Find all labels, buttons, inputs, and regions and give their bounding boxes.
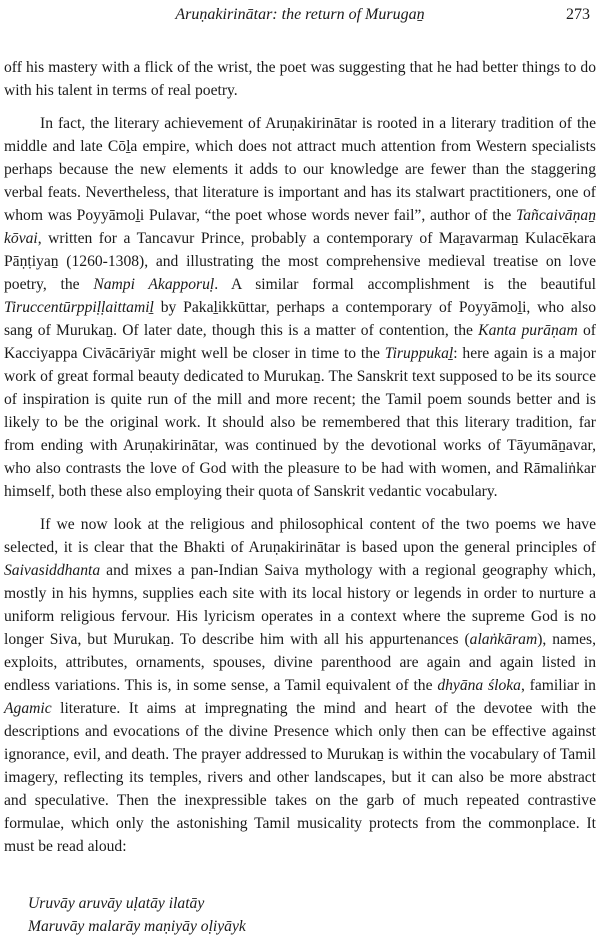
work-title: Tiruppukaḻ bbox=[384, 345, 454, 362]
text-run: , familiar in bbox=[520, 677, 596, 694]
verse-line: Maruvāy malarāy maṇiyāy oḷiyāyk bbox=[28, 918, 246, 935]
text-run: off his mastery with a flick of the wrist, the poet was suggesting that he had better things to do with his talent in terms of real poetry. bbox=[4, 59, 596, 99]
italic-term: Agamic bbox=[4, 700, 52, 717]
work-title: Kanta purāṇam bbox=[478, 322, 578, 339]
running-head: Aruṇakirinātar: the return of Murugaṉ bbox=[175, 6, 425, 23]
work-title: Tiruccentūrppiḷḷaittamiḻ bbox=[4, 299, 154, 316]
page-header bbox=[0, 4, 600, 34]
verse-block bbox=[28, 892, 588, 938]
text-run: , written for a Tancavur Prince, probably a contemporary of Maṟavarmaṉ Kulacēkara Pāṇṭiyaṉ (1260-1308), and illustrating the most comprehensive medieval treatise on love poetry, the bbox=[4, 230, 596, 293]
italic-term: Saivasiddhanta bbox=[4, 562, 101, 579]
text-run: If we now look at the religious and philosophical content of the two poems we have selected, it is clear that the Bhakti of Aruṇakirinātar is based upon the general principles of bbox=[4, 516, 596, 556]
paragraph-3 bbox=[4, 513, 596, 858]
text-run: ), names, exploits, attributes, ornaments, spouses, divine parenthood are again and again listed in endless variations. This is, in some sense, a Tamil equivalent of the bbox=[4, 631, 596, 694]
text-run: literature. It aims at impregnating the mind and heart of the devotee with the descriptions and evocations of the divine Presence which only then can be effective against ignorance, evil, and death. The prayer addressed to Murukaṉ is within the vocabulary of Tamil imagery, reflecting its temples, rivers and other landscapes, but it can also be more abstract and speculative. Then the inexpressible takes on the garb of much repeated contrastive formulae, which only the astonishing Tamil musicality protects from the commonplace. It must be read aloud: bbox=[4, 700, 596, 855]
work-title: Nampi Akapporuḷ bbox=[93, 276, 215, 293]
italic-term: alaṅkāram bbox=[469, 631, 538, 648]
text-run: of Kacciyappa Civācāriyār might well be closer in time to the bbox=[4, 322, 596, 362]
text-run: . A similar formal accomplishment is the beautiful bbox=[214, 276, 596, 293]
text-run: by Pakaḻikkūttar, perhaps a contemporary of Poyyāmoḻi, who also sang of Murukaṉ. Of later date, though this is a matter of contention, the bbox=[4, 299, 596, 339]
body-text bbox=[4, 56, 596, 858]
paragraph-1 bbox=[4, 56, 596, 102]
italic-term: dhyāna śloka bbox=[437, 677, 521, 694]
verse-line: Uruvāy aruvāy uḷatāy ilatāy bbox=[28, 895, 205, 912]
page-number: 273 bbox=[566, 6, 590, 23]
paragraph-2 bbox=[4, 112, 596, 503]
text-run: In fact, the literary achievement of Aruṇakirinātar is rooted in a literary tradition of the middle and late Cōḻa empire, which does not attract much attention from Western specialists perhaps because the new elements it adds to our knowledge are fewer than the staggering verbal feats. Nevertheless, that literature is important and has its stalwart practitioners, one of whom was Poyyāmoḻi Pulavar, “the poet whose words never fail”, author of the bbox=[4, 115, 596, 224]
text-run: and mixes a pan-Indian Saiva mythology with a regional geography which, mostly in his hymns, supplies each site with its local history or legends in order to nurture a uniform religious fervour. His lyricism operates in a context where the supreme God is no longer Siva, but Murukaṉ. To describe him with all his appurtenances ( bbox=[4, 562, 596, 648]
text-run: : here again is a major work of great formal beauty dedicated to Murukaṉ. The Sanskrit text supposed to be its source of inspiration is quite run of the mill and more recent; the Tamil poem sounds better and is likely to be the original work. It should also be remembered that this literary tradition, far from ending with Aruṇakirinātar, was continued by the devotional works of Tāyumāṉavar, who also contrasts the love of God with the pleasure to be had with women, and Rāmaliṅkar himself, both these also employing their quota of Sanskrit vedantic vocabulary. bbox=[4, 345, 596, 500]
work-title: Tañcaivāṇaṉ kōvai bbox=[4, 207, 596, 247]
